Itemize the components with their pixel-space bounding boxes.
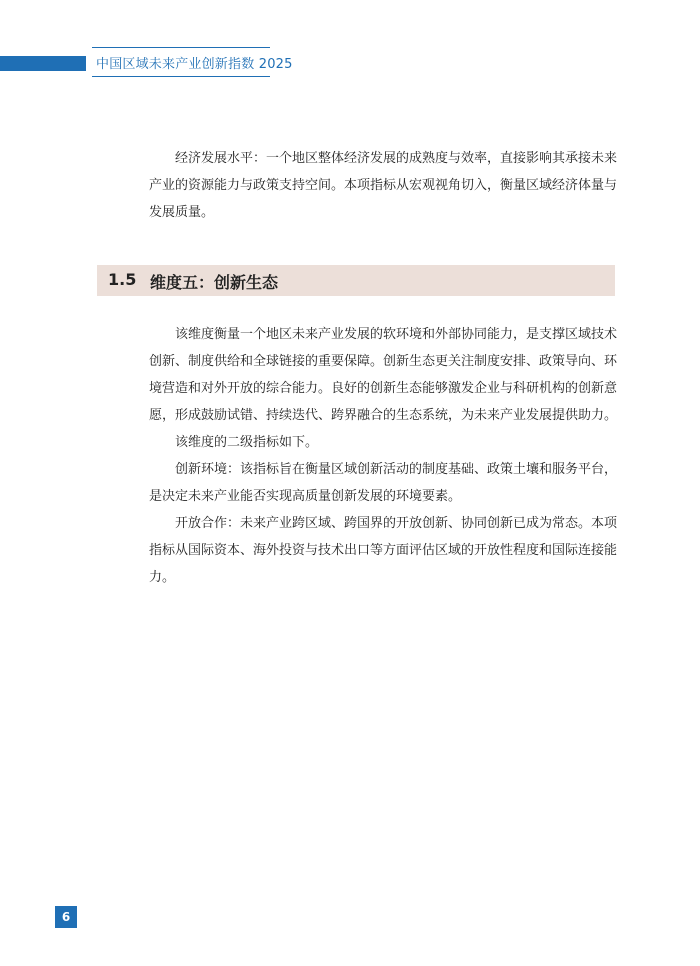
header-rule-top	[92, 47, 270, 48]
section-number: 1.5	[108, 270, 137, 289]
body-paragraph: 该维度衡量一个地区未来产业发展的软环境和外部协同能力，是支撑区域技术创新、制度供给和全球链接的重要保障。创新生态更关注制度安排、政策导向、环境营造和对外开放的综合能力。良好的创新生态能够激发企业与科研机构的创新意愿，形成鼓励试错、持续迭代、跨界融合的生态系统，为未来产业发展提供助力。	[149, 327, 618, 423]
intro-text	[149, 145, 617, 226]
running-header-title: 中国区域未来产业创新指数 2025	[96, 57, 293, 72]
section-body	[149, 321, 617, 591]
section-heading	[97, 265, 615, 296]
header-rule-bottom	[92, 76, 270, 77]
body-paragraph: 该维度的二级指标如下。	[175, 435, 319, 450]
intro-paragraph: 经济发展水平：一个地区整体经济发展的成熟度与效率，直接影响其承接未来产业的资源能力与政策支持空间。本项指标从宏观视角切入，衡量区域经济体量与发展质量。	[149, 151, 618, 220]
header-accent-bar	[0, 56, 86, 71]
body-paragraph: 开放合作：未来产业跨区域、跨国界的开放创新、协同创新已成为常态。本项指标从国际资本、海外投资与技术出口等方面评估区域的开放性程度和国际连接能力。	[149, 516, 618, 585]
section-title: 维度五：创新生态	[150, 273, 279, 292]
body-paragraph: 创新环境：该指标旨在衡量区域创新活动的制度基础、政策土壤和服务平台，是决定未来产业能否实现高质量创新发展的环境要素。	[149, 462, 618, 504]
page-number-badge: 6	[55, 906, 77, 928]
